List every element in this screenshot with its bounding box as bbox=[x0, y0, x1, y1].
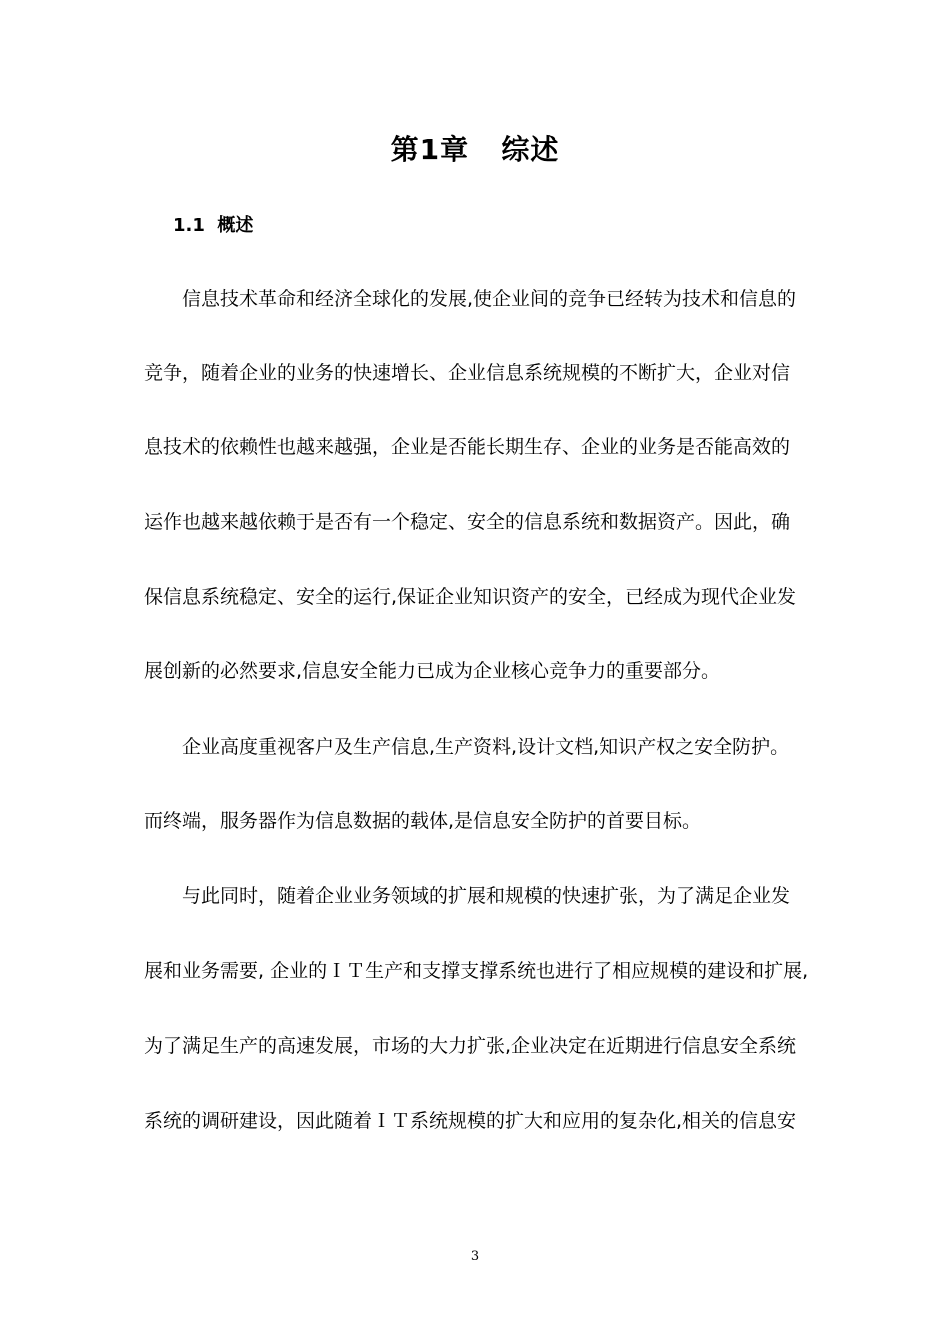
paragraph-line: 展和业务需要, 企业的ＩＴ生产和支撑支撑系统也进行了相应规模的建设和扩展, bbox=[144, 960, 808, 982]
paragraph-line: 信息技术革命和经济全球化的发展,使企业间的竞争已经转为技术和信息的 bbox=[182, 288, 797, 310]
paragraph-line: 企业高度重视客户及生产信息,生产资料,设计文档,知识产权之安全防护。 bbox=[182, 736, 790, 758]
paragraph-line: 竞争，随着企业的业务的快速增长、企业信息系统规模的不断扩大，企业对信 bbox=[144, 362, 791, 384]
paragraph-line: 与此同时，随着企业业务领域的扩展和规模的快速扩张，为了满足企业发 bbox=[182, 885, 791, 907]
section-title: 1.1 概述 bbox=[173, 215, 254, 236]
paragraph-line: 而终端，服务器作为信息数据的载体,是信息安全防护的首要目标。 bbox=[144, 810, 702, 832]
paragraph-line: 系统的调研建设，因此随着ＩＴ系统规模的扩大和应用的复杂化,相关的信息安 bbox=[144, 1110, 797, 1132]
paragraph-line: 为了满足生产的高速发展，市场的大力扩张,企业决定在近期进行信息安全系统 bbox=[144, 1035, 797, 1057]
paragraph-line: 展创新的必然要求,信息安全能力已成为企业核心竞争力的重要部分。 bbox=[144, 660, 721, 682]
paragraph-line: 运作也越来越依赖于是否有一个稳定、安全的信息系统和数据资产。因此，确 bbox=[144, 511, 791, 533]
paragraph-line: 保信息系统稳定、安全的运行,保证企业知识资产的安全，已经成为现代企业发 bbox=[144, 586, 797, 608]
paragraph-line: 息技术的依赖性也越来越强，企业是否能长期生存、企业的业务是否能高效的 bbox=[144, 436, 791, 458]
chapter-title: 第1章 综述 bbox=[390, 133, 560, 166]
page-number: 3 bbox=[470, 1249, 480, 1264]
